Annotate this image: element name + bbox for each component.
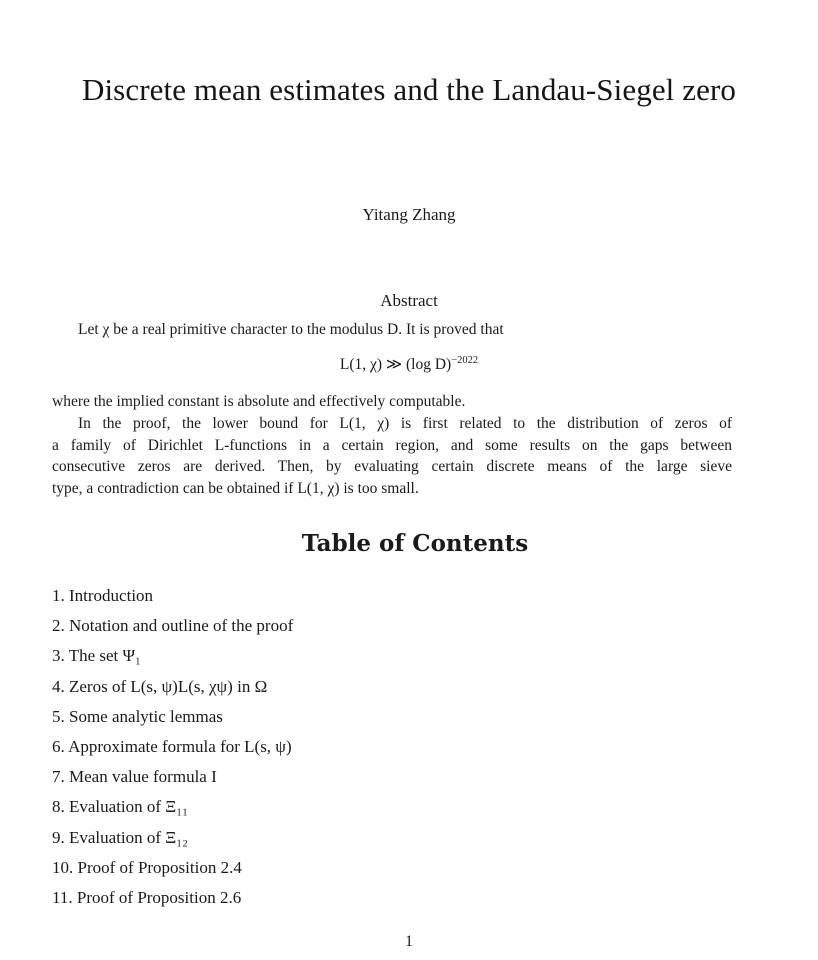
abstract-para2-line: In the proof, the lower bound for L(1, χ) is first related to the distribution of zeros of — [78, 415, 732, 432]
toc-item-number: 7. — [52, 767, 65, 787]
page-number: 1 — [405, 933, 413, 950]
toc-item-title: Approximate formula for L(s, ψ) — [68, 736, 292, 756]
toc-item-number: 3. — [52, 646, 65, 666]
toc-item-title: Notation and outline of the proof — [69, 616, 294, 636]
abstract-para2-line: type, a contradiction can be obtained if L(1, χ) is too small. — [52, 480, 419, 497]
table-of-contents — [52, 585, 293, 917]
toc-item-approximate-formula[interactable] — [52, 736, 293, 766]
toc-item-number: 10. — [52, 857, 74, 877]
author-name: Yitang Zhang — [362, 205, 456, 224]
toc-item-proof-prop-2-6[interactable] — [52, 887, 293, 917]
toc-item-notation[interactable] — [52, 615, 293, 645]
abstract-para2-line: a family of Dirichlet L-functions in a certain region, and some results on the gaps between — [52, 437, 732, 454]
abstract-heading: Abstract — [380, 291, 438, 310]
toc-item-evaluation-xi12[interactable] — [52, 827, 293, 857]
toc-item-title: Proof of Proposition 2.6 — [76, 887, 242, 907]
toc-item-number: 5. — [52, 706, 65, 726]
toc-item-set-psi1[interactable] — [52, 645, 293, 675]
abstract-para2-line: consecutive zeros are derived. Then, by evaluating certain discrete means of the large sieve — [52, 458, 732, 475]
toc-item-proof-prop-2-4[interactable] — [52, 857, 293, 887]
toc-heading: Table of Contents — [301, 530, 529, 557]
toc-item-number: 11. — [52, 887, 73, 907]
equation-base: L(1, χ) ≫ (log D) — [339, 356, 452, 373]
toc-item-introduction[interactable] — [52, 585, 293, 615]
toc-item-title: The set Ψ₁ — [68, 646, 141, 666]
toc-item-number: 4. — [52, 676, 65, 696]
toc-item-title: Evaluation of Ξ₁₁ — [69, 797, 189, 817]
paper-title: Discrete mean estimates and the Landau-Siegel zero — [81, 72, 736, 107]
toc-item-title: Evaluation of Ξ₁₂ — [69, 827, 189, 847]
toc-item-number: 6. — [52, 736, 65, 756]
toc-item-analytic-lemmas[interactable] — [52, 706, 293, 736]
toc-item-title: Some analytic lemmas — [69, 706, 223, 726]
equation-exponent: −2022 — [451, 355, 479, 366]
toc-item-number: 2. — [52, 616, 65, 636]
toc-item-title: Proof of Proposition 2.4 — [77, 857, 242, 877]
abstract-after-equation: where the implied constant is absolute and effectively computable. — [52, 393, 466, 410]
toc-item-number: 9. — [52, 827, 65, 847]
toc-item-title: Introduction — [69, 586, 154, 605]
toc-item-title: Mean value formula I — [69, 767, 217, 787]
toc-item-mean-value-formula[interactable] — [52, 766, 293, 796]
abstract-intro: Let χ be a real primitive character to the modulus D. It is proved that — [78, 321, 504, 338]
toc-item-number: 8. — [52, 797, 65, 817]
toc-item-evaluation-xi11[interactable] — [52, 796, 293, 826]
main-equation — [0, 355, 818, 374]
toc-item-number: 1. — [52, 586, 65, 605]
toc-item-zeros[interactable] — [52, 676, 293, 706]
toc-item-title: Zeros of L(s, ψ)L(s, χψ) in Ω — [69, 676, 268, 696]
